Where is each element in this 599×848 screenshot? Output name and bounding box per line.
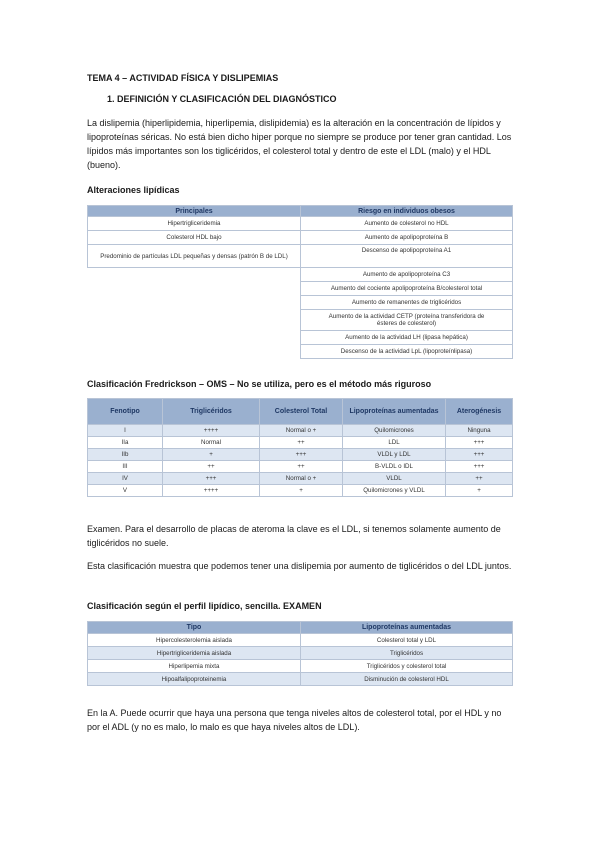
table-cell: B-VLDL o IDL	[343, 461, 446, 473]
table-row	[88, 485, 513, 497]
table-cell	[88, 282, 301, 296]
table-row	[88, 282, 513, 296]
table-row	[88, 425, 513, 437]
table-header: Lipoproteínas aumentadas	[343, 399, 446, 425]
table-cell: IV	[88, 473, 163, 485]
final-paragraph-block	[87, 706, 515, 734]
table-cell: +	[260, 485, 343, 497]
table-cell: Aumento de colesterol no HDL	[301, 217, 513, 231]
table-row	[88, 217, 513, 231]
table-row	[88, 461, 513, 473]
table-cell: Aumento de la actividad CETP (proteína transferidora de ésteres de colesterol)	[301, 310, 513, 331]
table-cell: ++	[163, 461, 260, 473]
table-cell: Descenso de la actividad LpL (lipoproteínlipasa)	[301, 345, 513, 359]
clasificacion-paragraph: Esta clasificación muestra que podemos tener una dislipemia por aumento de tiglicéridos o del LDL juntos.	[87, 561, 512, 571]
table-cell: Predominio de partículas LDL pequeñas y densas (patrón B de LDL)	[88, 245, 301, 268]
table-row	[88, 268, 513, 282]
table-row	[88, 449, 513, 461]
table-cell: Colesterol HDL bajo	[88, 231, 301, 245]
table-row	[88, 673, 513, 686]
table-cell: +++	[446, 437, 513, 449]
table-cell: +++	[260, 449, 343, 461]
table-cell: Quilomicrones y VLDL	[343, 485, 446, 497]
table-cell: VLDL y LDL	[343, 449, 446, 461]
table-cell: +++	[446, 461, 513, 473]
table-cell	[88, 268, 301, 282]
table-row	[88, 660, 513, 673]
table-cell: IIb	[88, 449, 163, 461]
table-header: Fenotipo	[88, 399, 163, 425]
table-header: Aterogénesis	[446, 399, 513, 425]
table-row	[88, 331, 513, 345]
table-header: Riesgo en individuos obesos	[301, 206, 513, 217]
table-cell: +	[163, 449, 260, 461]
table-cell: V	[88, 485, 163, 497]
final-paragraph: En la A. Puede ocurrir que haya una persona que tenga niveles altos de colesterol total, por el HDL y no por el ADL (y no es malo, lo malo es que haya niveles altos de LDL).	[87, 708, 502, 732]
table-cell: Aumento de apolipoproteína B	[301, 231, 513, 245]
table-cell: +++	[446, 449, 513, 461]
table-cell: Normal o +	[260, 425, 343, 437]
table-cell: Aumento de la actividad LH (lipasa hepática)	[301, 331, 513, 345]
table-row	[88, 245, 513, 268]
perfil-heading-block	[87, 600, 515, 612]
table-cell: ++	[446, 473, 513, 485]
section-heading: 1. DEFINICIÓN Y CLASIFICACIÓN DEL DIAGNÓSTICO	[107, 94, 337, 104]
table-cell: Hiperlipemia mixta	[88, 660, 301, 673]
table-cell: Colesterol total y LDL	[301, 634, 513, 647]
table-row	[88, 473, 513, 485]
alteraciones-heading: Alteraciones lipídicas	[87, 185, 180, 195]
table-cell	[88, 296, 301, 310]
table-cell	[88, 345, 301, 359]
table-cell: Normal o +	[260, 473, 343, 485]
table-cell: Aumento de apolipoproteína C3	[301, 268, 513, 282]
examen-paragraph: Examen. Para el desarrollo de placas de ateroma la clave es el LDL, si tenemos solamente aumento de tiglicéridos no suele.	[87, 524, 501, 548]
table-row	[88, 647, 513, 660]
table-cell: Aumento del cociente apolipoproteína B/colesterol total	[301, 282, 513, 296]
document-title: TEMA 4 – ACTIVIDAD FÍSICA Y DISLIPEMIAS	[87, 73, 279, 83]
table-row	[88, 231, 513, 245]
fredrickson-heading: Clasificación Fredrickson – OMS – No se utiliza, pero es el método más riguroso	[87, 379, 432, 389]
table-cell: LDL	[343, 437, 446, 449]
perfil-heading: Clasificación según el perfil lipídico, sencilla. EXAMEN	[87, 601, 322, 611]
table-cell: Hipertrigliceridemia	[88, 217, 301, 231]
table-cell	[88, 331, 301, 345]
intro-paragraph-block	[87, 116, 515, 172]
table-cell: Ninguna	[446, 425, 513, 437]
table-header: Triglicéridos	[163, 399, 260, 425]
table-cell: Normal	[163, 437, 260, 449]
table-row	[88, 634, 513, 647]
fredrickson-heading-block	[87, 378, 515, 390]
table-cell: ++	[260, 461, 343, 473]
table-cell: Descenso de apolipoproteína A1	[301, 245, 513, 268]
alteraciones-heading-block	[87, 184, 515, 196]
intro-paragraph: La dislipemia (hiperlipidemia, hiperlipemia, dislipidemia) es la alteración en la concentración de lípidos y lipoproteínas séricas. No está bien dicho hiper porque no siempre se produce por tener gran cantidad. Los lípidos más importantes son los tiglicéridos, el colesterol total y dentro de este el LDL (malo) y el HDL (bueno).	[87, 118, 512, 170]
table-row	[88, 345, 513, 359]
perfil-lipidico-table	[87, 621, 513, 686]
document-header	[87, 72, 515, 105]
table-row	[88, 296, 513, 310]
table-header: Colesterol Total	[260, 399, 343, 425]
alteraciones-table	[87, 205, 513, 359]
table-cell: IIa	[88, 437, 163, 449]
table-cell: I	[88, 425, 163, 437]
table-cell: Hipertrigliceridemia aislada	[88, 647, 301, 660]
table-cell: ++	[260, 437, 343, 449]
table-header: Principales	[88, 206, 301, 217]
table-cell: Quilomicrones	[343, 425, 446, 437]
fredrickson-table	[87, 398, 513, 497]
table-cell: Triglicéridos y colesterol total	[301, 660, 513, 673]
table-cell: ++++	[163, 485, 260, 497]
table-header: Tipo	[88, 622, 301, 634]
table-cell: Aumento de remanentes de triglicéridos	[301, 296, 513, 310]
table-cell: VLDL	[343, 473, 446, 485]
table-cell: Hipercolesterolemia aislada	[88, 634, 301, 647]
table-cell: +++	[163, 473, 260, 485]
table-row	[88, 437, 513, 449]
table-row	[88, 310, 513, 331]
table-cell: Hipoalfalipoproteinemia	[88, 673, 301, 686]
table-cell: Disminución de colesterol HDL	[301, 673, 513, 686]
examen-paragraph-block	[87, 522, 515, 550]
table-cell: III	[88, 461, 163, 473]
clasificacion-paragraph-block	[87, 559, 515, 573]
table-cell: Triglicéridos	[301, 647, 513, 660]
table-cell	[88, 310, 301, 331]
table-cell: ++++	[163, 425, 260, 437]
table-header: Lipoproteínas aumentadas	[301, 622, 513, 634]
table-cell: +	[446, 485, 513, 497]
